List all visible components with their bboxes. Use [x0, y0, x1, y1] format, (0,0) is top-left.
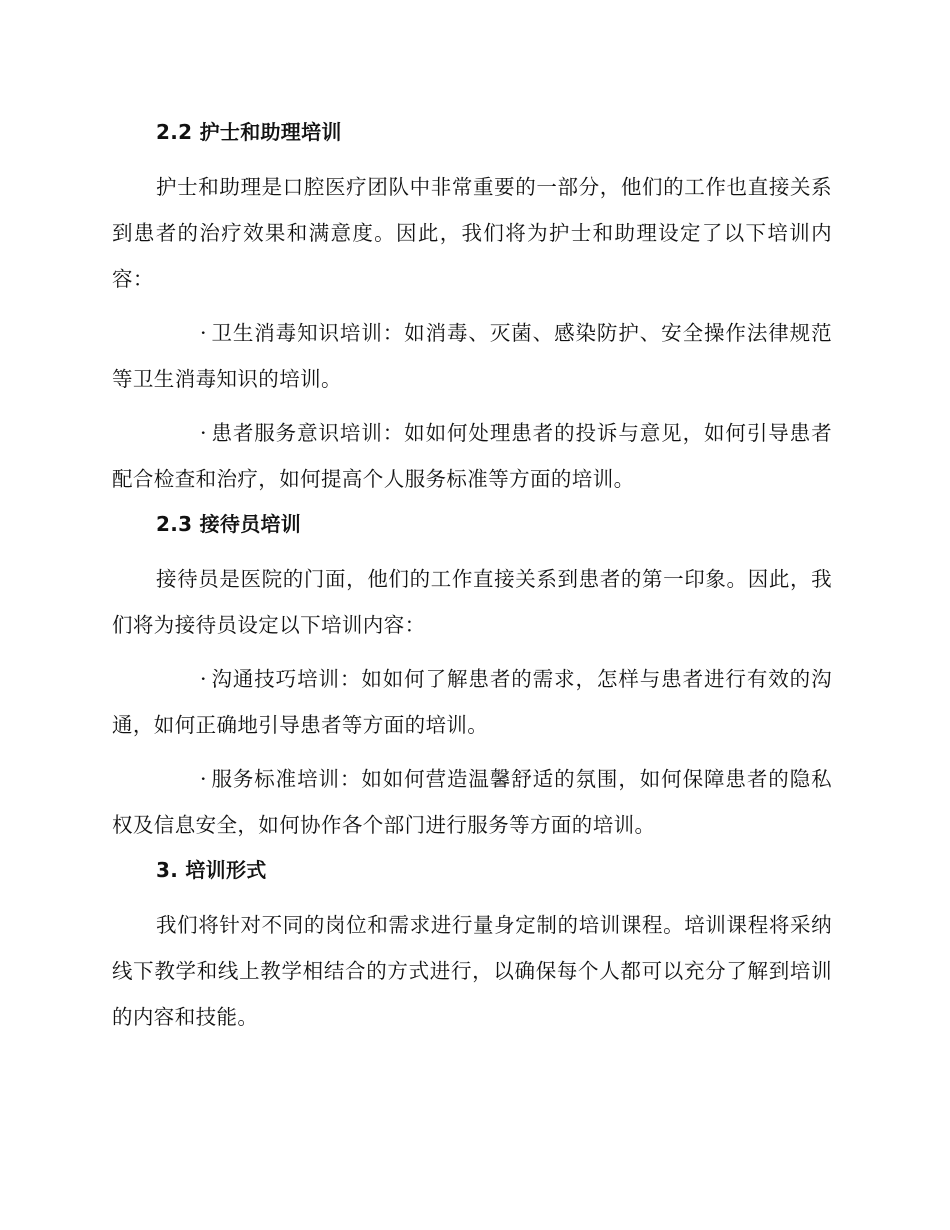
bullet-text: 卫生消毒知识培训：如消毒、灭菌、感染防护、安全操作法律规范等卫生消毒知识的培训。: [112, 321, 832, 391]
bullet-item-patient-service-training: [112, 410, 832, 502]
section-3-body: 我们将针对不同的岗位和需求进行量身定制的培训课程。培训课程将采纳线下教学和线上教学相结合的方式进行，以确保每个人都可以充分了解到培训的内容和技能。: [112, 913, 832, 1029]
bullet-text: 服务标准培训：如如何营造温馨舒适的氛围，如何保障患者的隐私权及信息安全，如何协作各个部门进行服务等方面的培训。: [112, 767, 832, 837]
section-heading-3: 3. 培训形式: [156, 858, 267, 882]
bullet-marker: ·: [200, 421, 207, 445]
section-heading-2-3: 2.3 接待员培训: [156, 512, 302, 536]
bullet-item-service-standard-training: [112, 756, 832, 848]
bullet-text: 沟通技巧培训：如如何了解患者的需求，怎样与患者进行有效的沟通，如何正确地引导患者等方面的培训。: [112, 667, 832, 737]
bullet-item-communication-training: [112, 656, 832, 748]
section-heading-2-2: 2.2 护士和助理培训: [156, 120, 342, 144]
bullet-marker: ·: [200, 321, 207, 345]
section-2-2-intro: 护士和助理是口腔医疗团队中非常重要的一部分，他们的工作也直接关系到患者的治疗效果和满意度。因此，我们将为护士和助理设定了以下培训内容：: [112, 175, 832, 291]
bullet-text: 患者服务意识培训：如如何处理患者的投诉与意见，如何引导患者配合检查和治疗，如何提高个人服务标准等方面的培训。: [112, 421, 832, 491]
bullet-marker: ·: [200, 667, 207, 691]
bullet-item-disinfection-training: [112, 310, 832, 402]
document-page: [112, 110, 832, 1048]
bullet-marker: ·: [200, 767, 207, 791]
section-2-3-intro: 接待员是医院的门面，他们的工作直接关系到患者的第一印象。因此，我们将为接待员设定以下培训内容：: [112, 567, 832, 637]
